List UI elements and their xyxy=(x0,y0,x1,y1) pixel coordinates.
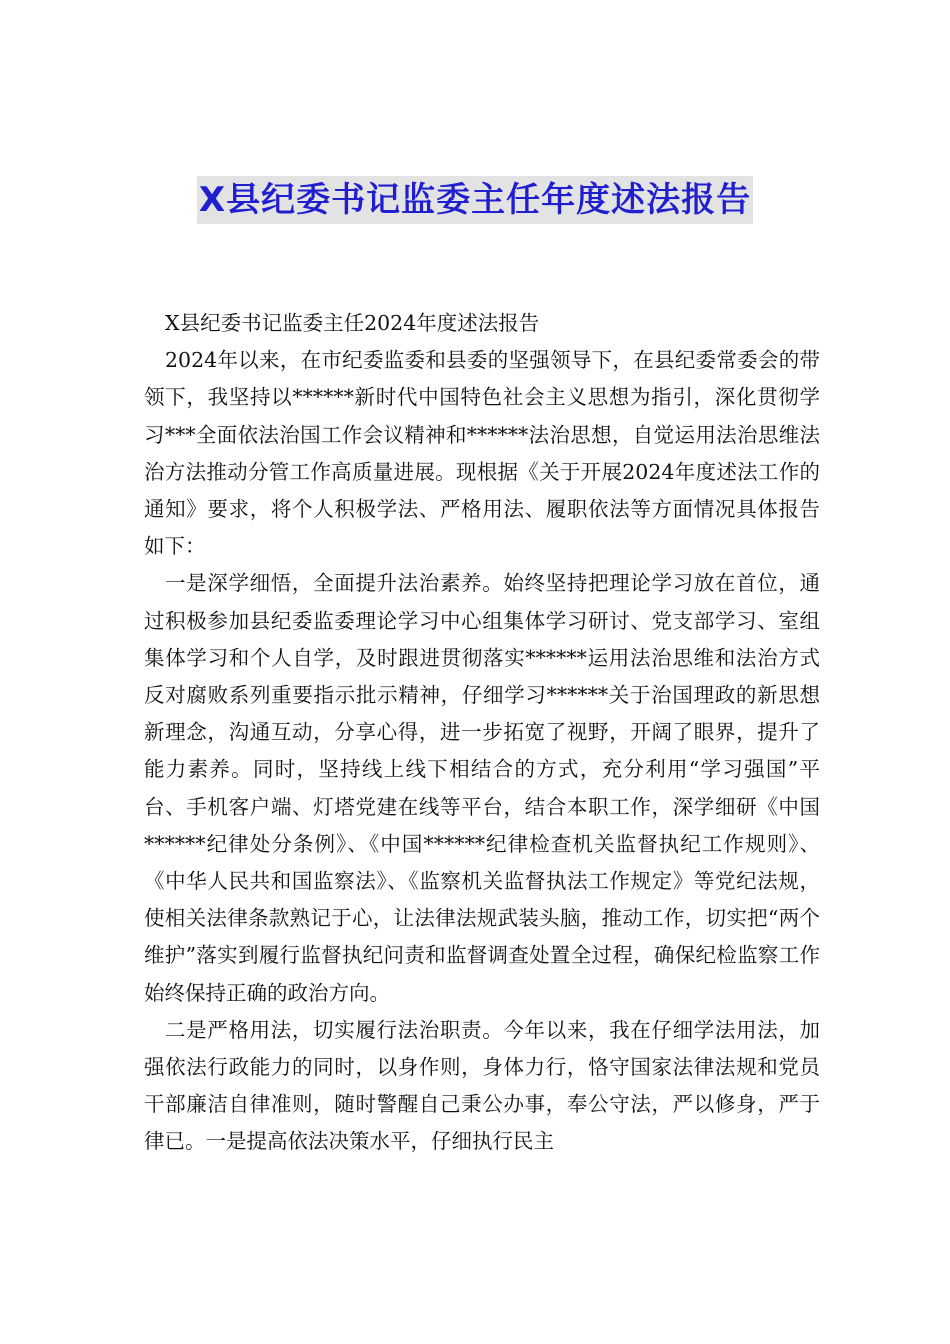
paragraph-section-two: 二是严格用法，切实履行法治职责。今年以来，我在仔细学法用法，加强依法行政能力的同时，以身作则，身体力行，恪守国家法律法规和党员干部廉洁自律准则，随时警醒自己秉公办事，奉公守法，严以修身，严于律已。一是提高依法决策水平，仔细执行民主 xyxy=(144,1017,820,1154)
paragraph-intro: 2024年以来，在市纪委监委和县委的坚强领导下，在县纪委常委会的带领下，我坚持以******新时代中国特色社会主义思想为指引，深化贯彻学习***全面依法治国工作会议精神和******法治思想，自觉运用法治思维法治方法推动分管工作高质量进展。现根据《关于开展2024年度述法工作的通知》要求，将个人积极学法、严格用法、履职依法等方面情况具体报告如下： xyxy=(144,348,820,559)
document-subtitle: X县纪委书记监委主任2024年度述法报告 xyxy=(165,311,540,335)
document-title: X县纪委书记监委主任年度述法报告 xyxy=(197,176,753,224)
title-wrap xyxy=(0,176,950,224)
paragraph-section-one: 一是深学细悟，全面提升法治素养。始终坚持把理论学习放在首位，通过积极参加县纪委监委理论学习中心组集体学习研讨、党支部学习、室组集体学习和个人自学，及时跟进贯彻落实******运用法治思维和法治方式反对腐败系列重要指示批示精神，仔细学习******关于治国理政的新思想新理念，沟通互动，分享心得，进一步拓宽了视野，开阔了眼界，提升了能力素养。同时，坚持线上线下相结合的方式，充分利用“学习强国”平台、手机客户端、灯塔党建在线等平台，结合本职工作，深学细研《中国******纪律处分条例》、《中国******纪律检查机关监督执纪工作规则》、《中华人民共和国监察法》、《监察机关监督执法工作规定》等党纪法规，使相关法律条款熟记于心，让法律法规武装头脑，推动工作，切实把“两个维护”落实到履行监督执纪问责和监督调查处置全过程，确保纪检监察工作始终保持正确的政治方向。 xyxy=(144,571,820,1005)
document-body xyxy=(144,305,820,1161)
